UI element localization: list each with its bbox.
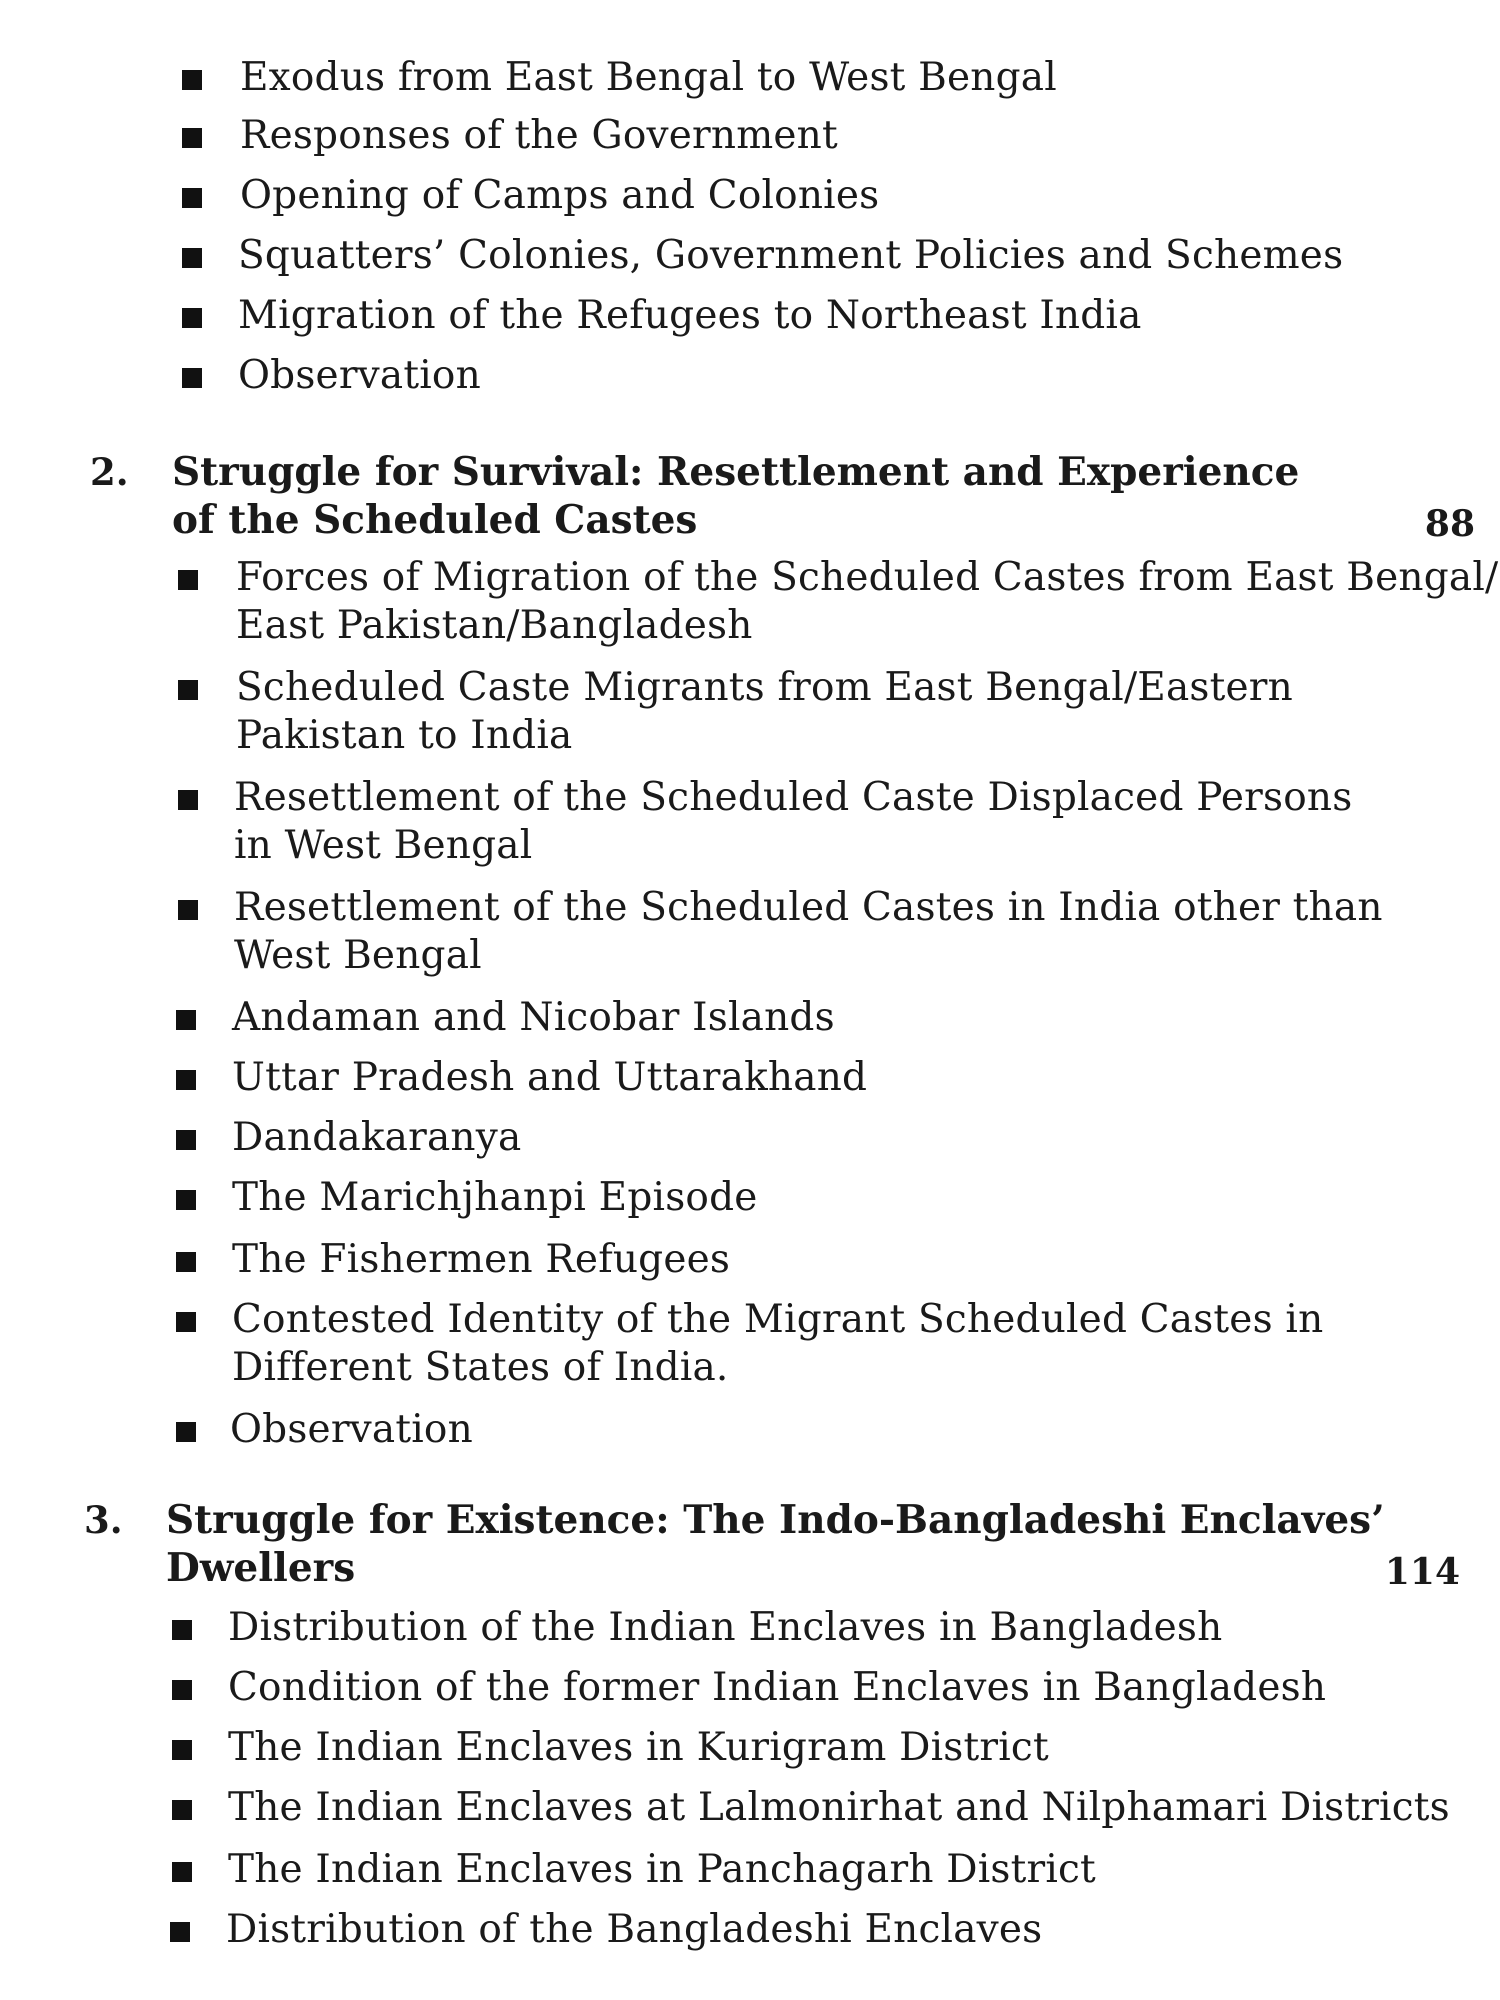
bullet-square-icon xyxy=(182,368,202,388)
toc-subitem: Resettlement of the Scheduled Castes in India other than xyxy=(234,885,1383,930)
chapter-number: 2. xyxy=(90,450,129,494)
toc-subitem-continuation: West Bengal xyxy=(234,933,482,978)
chapter-number: 3. xyxy=(84,1498,123,1542)
bullet-square-icon xyxy=(176,1190,196,1210)
bullet-square-icon xyxy=(182,308,202,328)
bullet-square-icon xyxy=(172,1800,192,1820)
toc-subitem: Exodus from East Bengal to West Bengal xyxy=(240,55,1057,100)
bullet-square-icon xyxy=(170,1922,190,1942)
toc-subitem: Resettlement of the Scheduled Caste Displaced Persons xyxy=(234,775,1353,820)
bullet-square-icon xyxy=(172,1620,192,1640)
toc-subitem: Contested Identity of the Migrant Scheduled Castes in xyxy=(232,1297,1324,1342)
bullet-square-icon xyxy=(182,128,202,148)
bullet-square-icon xyxy=(182,188,202,208)
toc-subitem: The Fishermen Refugees xyxy=(232,1237,731,1282)
bullet-square-icon xyxy=(176,1130,196,1150)
toc-subitem: The Indian Enclaves at Lalmonirhat and Nilphamari Districts xyxy=(228,1785,1450,1830)
toc-subitem: Dandakaranya xyxy=(232,1115,522,1160)
toc-subitem-continuation: in West Bengal xyxy=(234,823,533,868)
toc-subitem: Uttar Pradesh and Uttarakhand xyxy=(232,1055,868,1100)
chapter-page-number: 114 xyxy=(1384,1551,1460,1593)
toc-subitem-continuation: East Pakistan/Bangladesh xyxy=(236,603,753,648)
chapter-title: Dwellers xyxy=(166,1545,356,1591)
bullet-square-icon xyxy=(172,1862,192,1882)
bullet-square-icon xyxy=(176,1252,196,1272)
bullet-square-icon xyxy=(176,1422,196,1442)
bullet-square-icon xyxy=(176,1010,196,1030)
toc-subitem: Distribution of the Indian Enclaves in Bangladesh xyxy=(228,1605,1223,1650)
chapter-page-number: 88 xyxy=(1424,503,1475,545)
toc-subitem: The Indian Enclaves in Kurigram District xyxy=(228,1725,1049,1770)
toc-subitem: The Marichjhanpi Episode xyxy=(232,1175,758,1220)
bullet-square-icon xyxy=(176,1312,196,1332)
toc-subitem-continuation: Pakistan to India xyxy=(236,713,573,758)
bullet-square-icon xyxy=(172,1740,192,1760)
toc-subitem: Squatters’ Colonies, Government Policies and Schemes xyxy=(238,233,1344,278)
toc-subitem: Condition of the former Indian Enclaves in Bangladesh xyxy=(228,1665,1327,1710)
toc-subitem: Scheduled Caste Migrants from East Bengal/Eastern xyxy=(236,665,1293,710)
toc-subitem: Responses of the Government xyxy=(240,113,838,158)
toc-subitem: Opening of Camps and Colonies xyxy=(240,173,880,218)
chapter-title: of the Scheduled Castes xyxy=(172,497,698,543)
bullet-square-icon xyxy=(176,1070,196,1090)
bullet-square-icon xyxy=(178,570,198,590)
bullet-square-icon xyxy=(178,900,198,920)
toc-subitem: Observation xyxy=(230,1407,473,1452)
toc-subitem: Forces of Migration of the Scheduled Castes from East Bengal/ xyxy=(236,555,1499,600)
chapter-title: Struggle for Survival: Resettlement and Experience xyxy=(172,449,1300,495)
toc-subitem-continuation: Different States of India. xyxy=(232,1345,729,1390)
bullet-square-icon xyxy=(178,790,198,810)
bullet-square-icon xyxy=(182,248,202,268)
chapter-title: Struggle for Existence: The Indo-Bangladeshi Enclaves’ xyxy=(166,1497,1385,1543)
toc-subitem: Migration of the Refugees to Northeast India xyxy=(238,293,1142,338)
toc-subitem: Distribution of the Bangladeshi Enclaves xyxy=(226,1907,1043,1952)
bullet-square-icon xyxy=(172,1680,192,1700)
bullet-square-icon xyxy=(182,70,202,90)
bullet-square-icon xyxy=(178,680,198,700)
toc-subitem: Andaman and Nicobar Islands xyxy=(232,995,835,1040)
toc-subitem: The Indian Enclaves in Panchagarh District xyxy=(228,1847,1096,1892)
toc-subitem: Observation xyxy=(238,353,481,398)
